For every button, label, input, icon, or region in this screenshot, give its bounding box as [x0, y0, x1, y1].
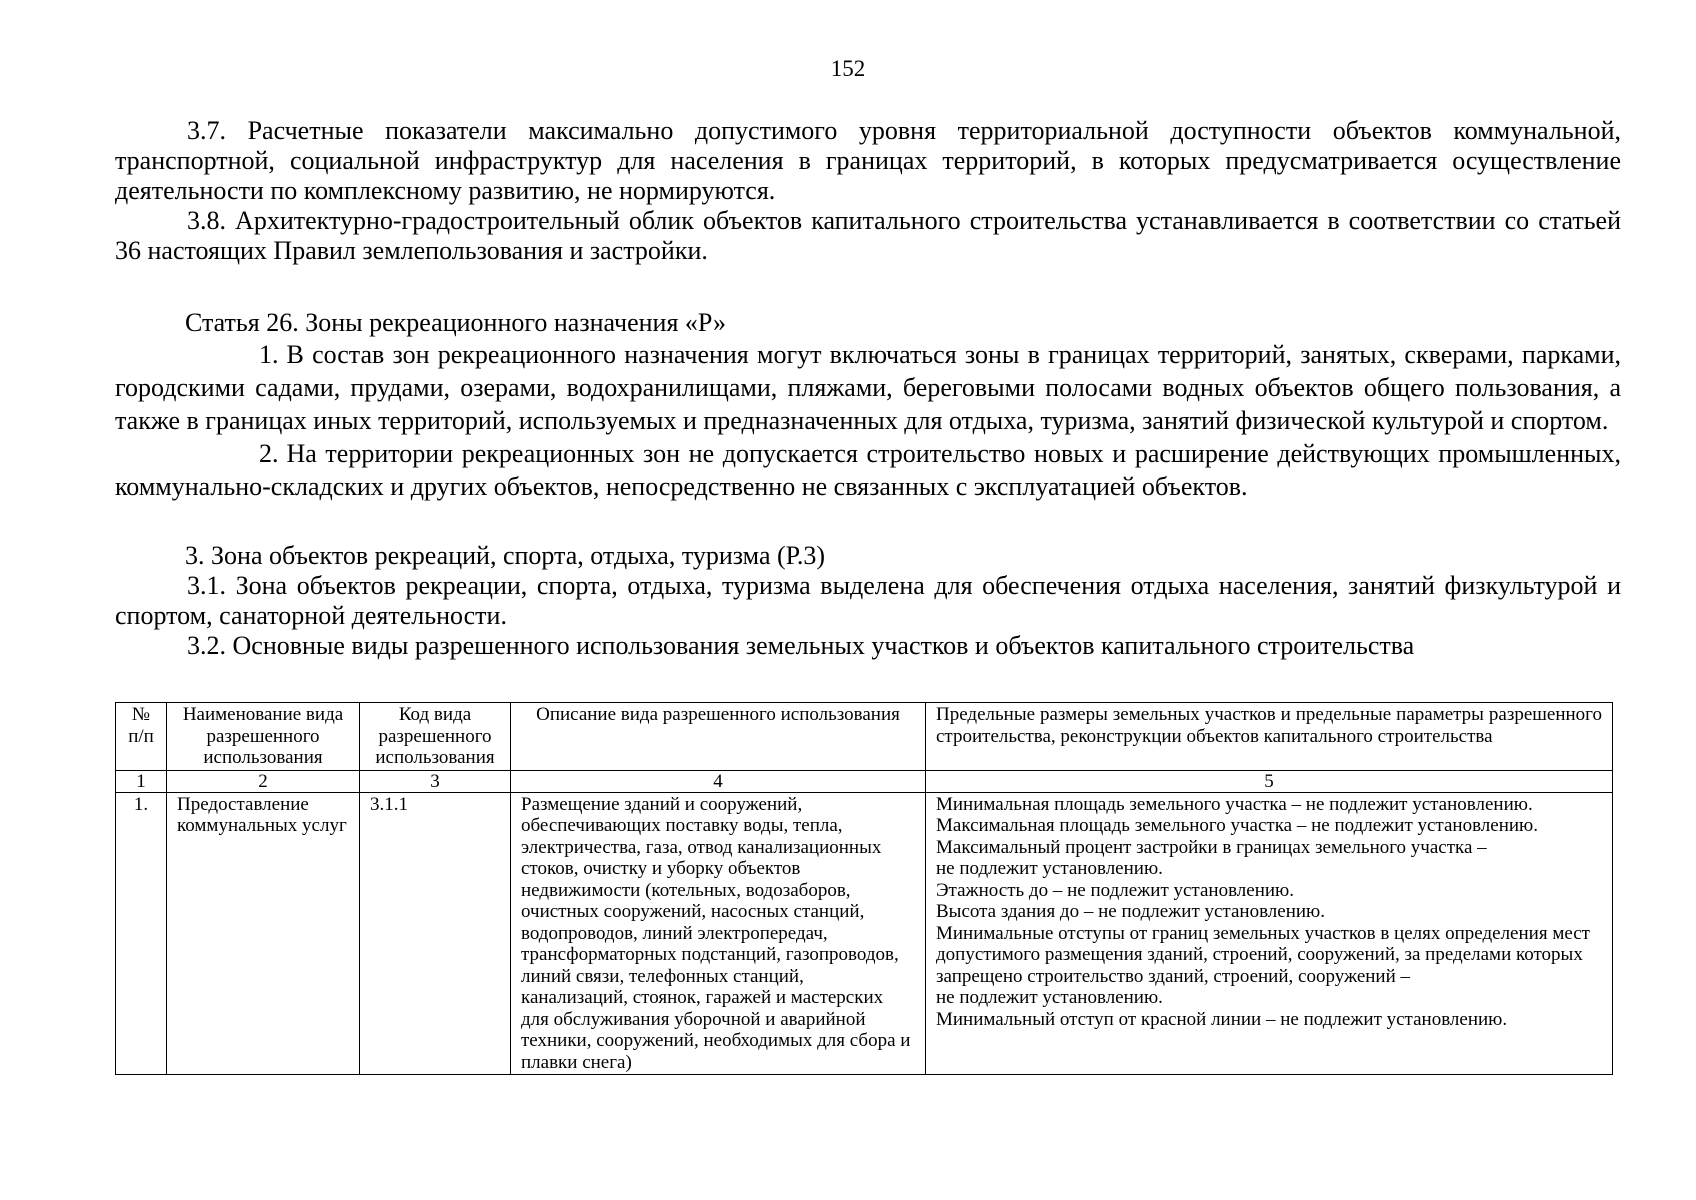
header-use-description: Описание вида разрешенного использования — [511, 703, 926, 771]
zone-heading: 3. Зона объектов рекреаций, спорта, отдыха, туризма (Р.3) — [185, 541, 826, 570]
limit-line: Минимальные отступы от границ земельных участков в целях определения мест допустимого размещения зданий, строений, сооружений, за пределами которых запрещено строительство зданий, строений, сооружений – — [936, 922, 1590, 987]
limit-line: Максимальный процент застройки в границах земельного участка – — [936, 836, 1487, 858]
limit-line: Высота здания до – не подлежит установлению. — [936, 901, 1325, 922]
row-use-name: Предоставление коммунальных услуг — [167, 792, 360, 1075]
paragraph-3-7: 3.7. Расчетные показатели максимально допустимого уровня территориальной доступности объектов коммунальной, транспортной, социальной инфраструктур для населения в границах территорий, в которых предусматривается осуществление деятельности по комплексному развитию, не нормируются. — [115, 116, 1621, 205]
limit-line: Этажность до – не подлежит установлению. — [936, 879, 1294, 901]
row-use-description: Размещение зданий и сооружений, обеспечивающих поставку воды, тепла, электричества, газа, отвод канализационных стоков, очистку и уборку объектов недвижимости (котельных, водозаборов, очистных сооружений, насосных станций, водопроводов, линий электропередач, трансформаторных подстанций, газопроводов, линий связи, телефонных станций, канализаций, стоянок, гаражей и мастерских для обслуживания уборочной и аварийной техники, сооружений, необходимых для сбора и плавки снега) — [511, 792, 926, 1075]
limit-line: не подлежит установлению. — [936, 858, 1163, 879]
item-1-text: В состав зон рекреационного назначения могут включаться зоны в границах территорий, занятых, скверами, парками, городскими садами, прудами, озерами, водохранилищами, пляжами, береговыми полосами водных объектов общего пользования, а также в границах иных территорий, используемых и предназначенных для отдыха, туризма, занятий физической культурой и спортом. — [115, 340, 1621, 435]
limit-line: Максимальная площадь земельного участка – не подлежит установлению. — [936, 815, 1538, 836]
document-body — [115, 116, 1621, 661]
paragraph-3-1: 3.1. Зона объектов рекреации, спорта, отдыха, туризма выделена для обеспечения отдыха населения, занятий физкультурой и спортом, санаторной деятельности. — [115, 571, 1621, 630]
permitted-use-table — [115, 702, 1613, 1075]
page-number: 152 — [830, 56, 866, 81]
row-limits — [926, 792, 1613, 1075]
limit-line: Минимальная площадь земельного участка – не подлежит установлению. — [936, 793, 1533, 815]
spacer — [115, 503, 1621, 541]
column-number: 2 — [167, 770, 360, 792]
item-2-text: На территории рекреационных зон не допускается строительство новых и расширение действующих промышленных, коммунально-складских и других объектов, непосредственно не связанных с эксплуатацией объектов. — [115, 439, 1621, 501]
column-number: 4 — [511, 770, 926, 792]
paragraph-3-8: 3.8. Архитектурно-градостроительный облик объектов капитального строительства устанавливается в соответствии со статьей 36 настоящих Правил землепользования и застройки. — [115, 206, 1621, 265]
item-2-number: 2. — [259, 439, 279, 468]
column-number: 1 — [116, 770, 167, 792]
limit-line: не подлежит установлению. — [936, 987, 1163, 1008]
item-1-number: 1. — [259, 340, 279, 369]
table-column-number-row — [116, 770, 1613, 792]
column-number: 3 — [360, 770, 511, 792]
column-number: 5 — [926, 770, 1613, 792]
row-use-code: 3.1.1 — [360, 792, 511, 1075]
header-limits: Предельные размеры земельных участков и предельные параметры разрешенного строительства, реконструкции объектов капитального строительства — [926, 703, 1613, 771]
paragraph-3-2: 3.2. Основные виды разрешенного использования земельных участков и объектов капитального строительства — [187, 631, 1415, 660]
table-row — [116, 792, 1613, 1075]
row-number: 1. — [116, 792, 167, 1075]
spacer — [115, 266, 1621, 308]
article-heading: Статья 26. Зоны рекреационного назначения «Р» — [185, 308, 727, 337]
limit-line: Минимальный отступ от красной линии – не подлежит установлению. — [936, 1008, 1508, 1030]
header-number: № п/п — [116, 703, 167, 771]
header-use-name: Наименование вида разрешенного использования — [167, 703, 360, 771]
paragraph-item-2 — [115, 437, 1621, 503]
table-header-row — [116, 703, 1613, 771]
header-use-code: Код вида разрешенного использования — [360, 703, 511, 771]
paragraph-item-1 — [115, 338, 1621, 437]
